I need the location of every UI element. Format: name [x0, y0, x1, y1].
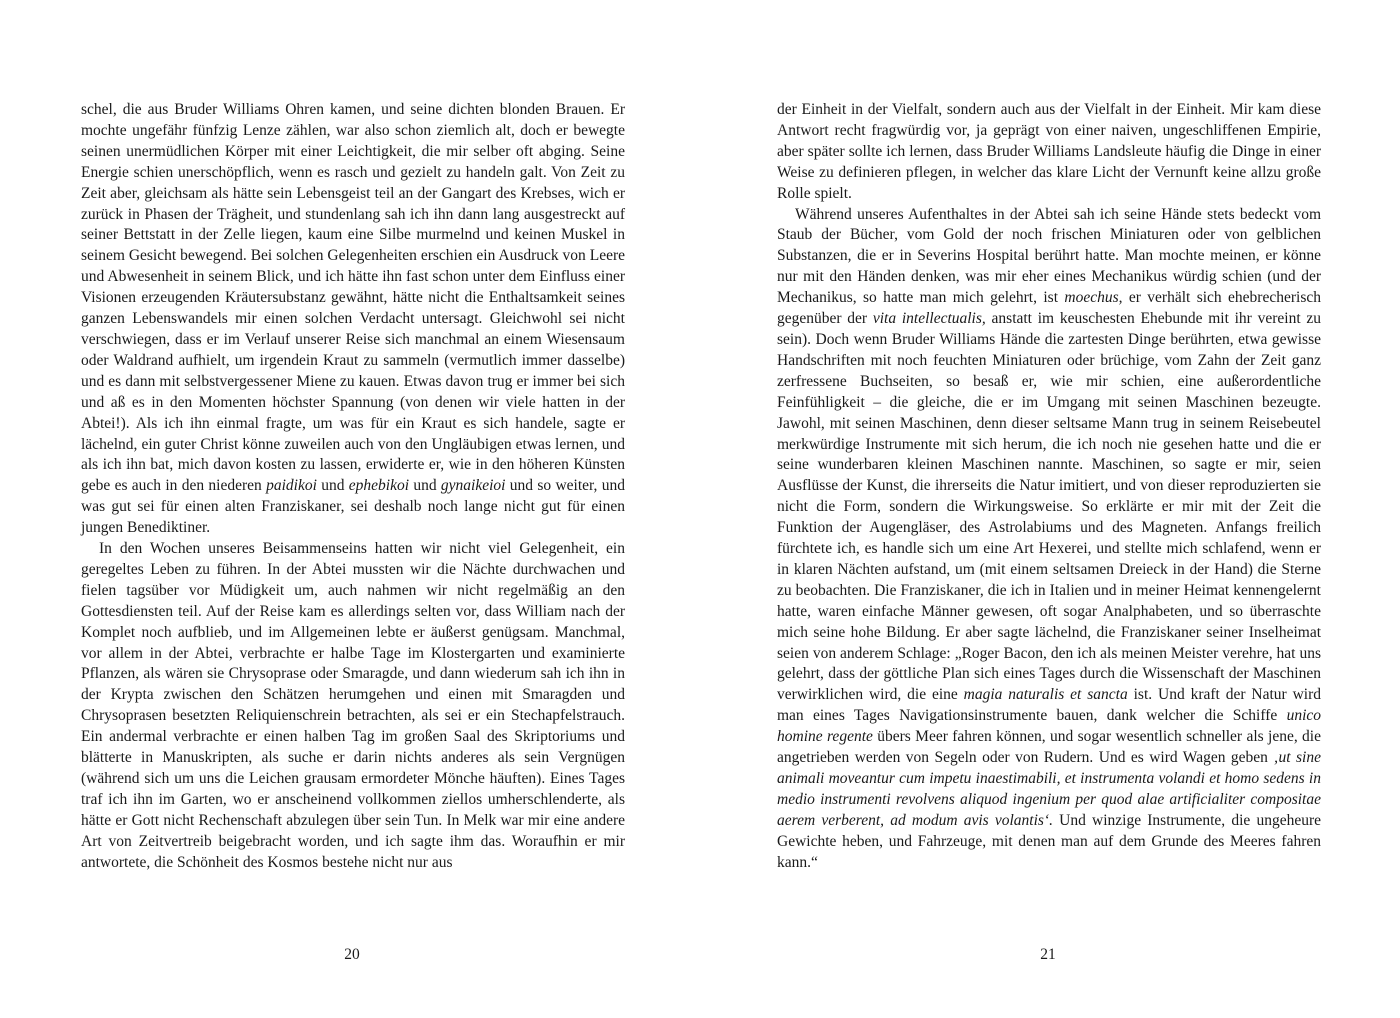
left-page: [81, 100, 625, 874]
paragraph: [81, 539, 625, 874]
italic-text: gynaikeioi: [440, 477, 506, 495]
paragraph: [81, 100, 625, 539]
italic-text: paidikoi: [266, 477, 317, 495]
italic-text: ephebikoi: [348, 477, 410, 495]
left-page-text: [81, 100, 625, 874]
text-run: der Einheit in der Vielfalt, sondern auch aus der Vielfalt in der Einheit. Mir kam diese Antwort recht fragwürdig vor, ja geprägt von einer naiven, ungeschliffenen Empirie, aber später sollte ich lernen, dass Bruder Williams Landsleute häufig die Dinge in einer Weise zu definieren pflegen, in welcher das klare Licht der Vernunft keine allzu große Rolle spielt.: [777, 101, 1321, 202]
italic-text: moechus,: [1064, 289, 1123, 307]
text-run: schel, die aus Bruder Williams Ohren kamen, und seine dichten blonden Brauen. Er mochte ungefähr fünfzig Lenze zählen, war also schon ziemlich alt, doch er bewegte seinen unermüdlichen Körper mit einer Leichtigkeit, die mir selber oft abging. Seine Energie schien unerschöpflich, wenn es rasch und gezielt zu handeln galt. Von Zeit zu Zeit aber, gleichsam als hätte sein Lebensgeist teil an der Gangart des Krebses, wich er zurück in Phasen der Trägheit, und stundenlang sah ich ihn dann lang ausgestreckt auf seiner Bettstatt in der Zelle liegen, kaum eine Silbe murmelnd und keinen Muskel in seinem Gesicht bewegend. Bei solchen Gelegenheiten erschien ein Ausdruck von Leere und Abwesenheit in seinem Blick, und ich hätte ihn fast schon unter dem Einfluss einer Visionen erzeugenden Kräutersubstanz gewähnt, hätte nicht die Enthaltsamkeit seines ganzen Lebenswandels mir einen solchen Verdacht untersagt. Gleichwohl sei nicht verschwiegen, dass er im Verlauf unserer Reise sich manchmal an einem Wiesensaum oder Waldrand aufhielt, um irgendein Kraut zu sammeln (vermutlich immer dasselbe) und es dann mit selbstvergessener Miene zu kauen. Etwas davon trug er immer bei sich und aß es in den Momenten höchster Spannung (von denen wir viele hatten in der Abtei!). Als ich ihn einmal fragte, um was für ein Kraut es sich handele, sagte er lächelnd, ein guter Christ könne zuweilen auch von den Ungläubigen etwas lernen, und als ich ihn bat, mich davon kosten zu lassen, erwiderte er, wie in den höheren Künsten gebe es auch in den niederen: [81, 101, 625, 495]
text-run: anstatt im keuschesten Ehebunde mit ihr vereint zu sein). Doch wenn Bruder Williams Hände die zartesten Dinge berührten, etwa gewisse Handschriften mit noch feuchten Miniaturen oder brüchige, vom Zahn der Zeit ganz zerfressene Buchseiten, so besaß er, wie mir schien, eine außerordentliche Feinfühligkeit – die gleiche, die er im Umgang mit seinen Maschinen bezeugte. Jawohl, mit seinen Maschinen, denn dieser seltsame Mann trug in seinem Reisebeutel merkwürdige Instrumente mit sich herum, die ich noch nie gesehen hatte und die er seine wunderbaren kleinen Maschinen nannte. Maschinen, so sagte er mir, seien Ausflüsse der Kunst, die ihrerseits die Natur imitiert, und von dieser reproduzierten sie nicht die Form, sondern die Wirkungsweise. So erklärte er mir mit der Zeit die Funktion der Augengläser, des Astrolabiums und des Magneten. Anfangs freilich fürchtete ich, es handle sich um eine Art Hexerei, und stellte mich schlafend, wenn er in klaren Nächten aufstand, um (mit einem seltsamen Dreieck in der Hand) die Sterne zu beobachten. Die Franziskaner, die ich in Italien und in meiner Heimat kennengelernt hatte, waren einfache Männer gewesen, oft sogar Analphabeten, und so überraschte mich seine hohe Bildung. Er aber sagte lächelnd, die Franziskaner seiner Inselheimat seien von anderem Schlage: „Roger Bacon, den ich als meinen Meister verehre, hat uns gelehrt, dass der göttliche Plan sich eines Tages durch die Wissenschaft der Maschinen verwirklichen wird, die eine: [777, 310, 1321, 704]
italic-text: unico homine regente: [777, 707, 1321, 746]
right-page-number: 21: [1040, 946, 1056, 963]
text-run: ist. Und kraft der Natur wird man eines Tages Navigationsinstrumente bauen, dank welcher die Schiffe: [777, 686, 1322, 725]
text-run: und so weiter, und was gut sei für einen alten Franziskaner, sei deshalb noch lange nicht gut für einen jungen Benediktiner.: [81, 477, 625, 537]
text-run: In den Wochen unseres Beisammenseins hatten wir nicht viel Gelegenheit, ein geregeltes Leben zu führen. In der Abtei mussten wir die Nächte durchwachen und fielen tagsüber vor Müdigkeit um, auch nahmen wir nicht regelmäßig an den Gottesdiensten teil. Auf der Reise kam es allerdings selten vor, dass William nach der Komplet noch aufblieb, und im Allgemeinen lebte er äußerst genügsam. Manchmal, vor allem in der Abtei, verbrachte er halbe Tage im Klostergarten und examinierte Pflanzen, als wären sie Chrysoprase oder Smaragde, und dann wiederum sah ich ihn in der Krypta zwischen den Schätzen herumgehen und einen mit Smaragden und Chrysoprasen besetzten Reliquienschrein betrachten, als sei er ein Stechapfelstrauch. Ein andermal verbrachte er einen halben Tag im großen Saal des Skriptoriums und blätterte in Manuskripten, als suche er darin nichts anderes als sein Vergnügen (während sich um uns die Leichen grausam ermordeter Mönche häuften). Eines Tages traf ich ihn im Garten, wo er anscheinend vollkommen ziellos umherschlenderte, als hätte er Gott nicht Rechenschaft abzulegen über sein Tun. In Melk war mir eine andere Art von Zeitvertreib beigebracht worden, und ich sagte ihm das. Woraufhin er mir antwortete, die Schönheit des Kosmos bestehe nicht nur aus: [81, 540, 625, 871]
right-page: [777, 100, 1321, 874]
paragraph: [777, 100, 1321, 205]
text-run: Und winzige Instrumente, die ungeheure Gewichte heben, und Fahrzeuge, mit denen man auf dem Grunde des Meeres fahren kann.“: [777, 811, 1322, 871]
text-run: er verhält sich ehebrecherisch gegenüber der: [777, 289, 1321, 328]
left-page-number: 20: [344, 946, 360, 963]
right-page-text: [777, 100, 1321, 874]
text-run: und: [409, 477, 441, 495]
italic-text: ‚ut sine animali moveantur cum impetu inaestimabili, et instrumenta volandi et homo sedens in medio instrumenti revolvens aliquod ingenium per quod alae artificialiter compositae aerem verberent, ad modum avis volantis‘.: [777, 749, 1321, 829]
text-run: übers Meer fahren können, und sogar wesentlich schneller als jene, die angetrieben werden von Segeln oder von Rudern. Und es wird Wagen geben: [777, 728, 1321, 767]
italic-text: magia naturalis et sancta: [963, 686, 1128, 704]
italic-text: vita intellectualis,: [872, 310, 986, 328]
text-run: Während unseres Aufenthaltes in der Abtei sah ich seine Hände stets bedeckt vom Staub der Bücher, vom Gold der noch frischen Miniaturen oder von gelblichen Substanzen, die er in Severins Hospital berührt hatte. Man mochte meinen, er könne nur mit den Händen denken, was mir eher eines Mechanikus würdig schien (und der Mechanikus, so hatte man mich gelehrt, ist: [777, 205, 1321, 307]
text-run: und: [316, 477, 349, 495]
paragraph: [777, 205, 1321, 874]
